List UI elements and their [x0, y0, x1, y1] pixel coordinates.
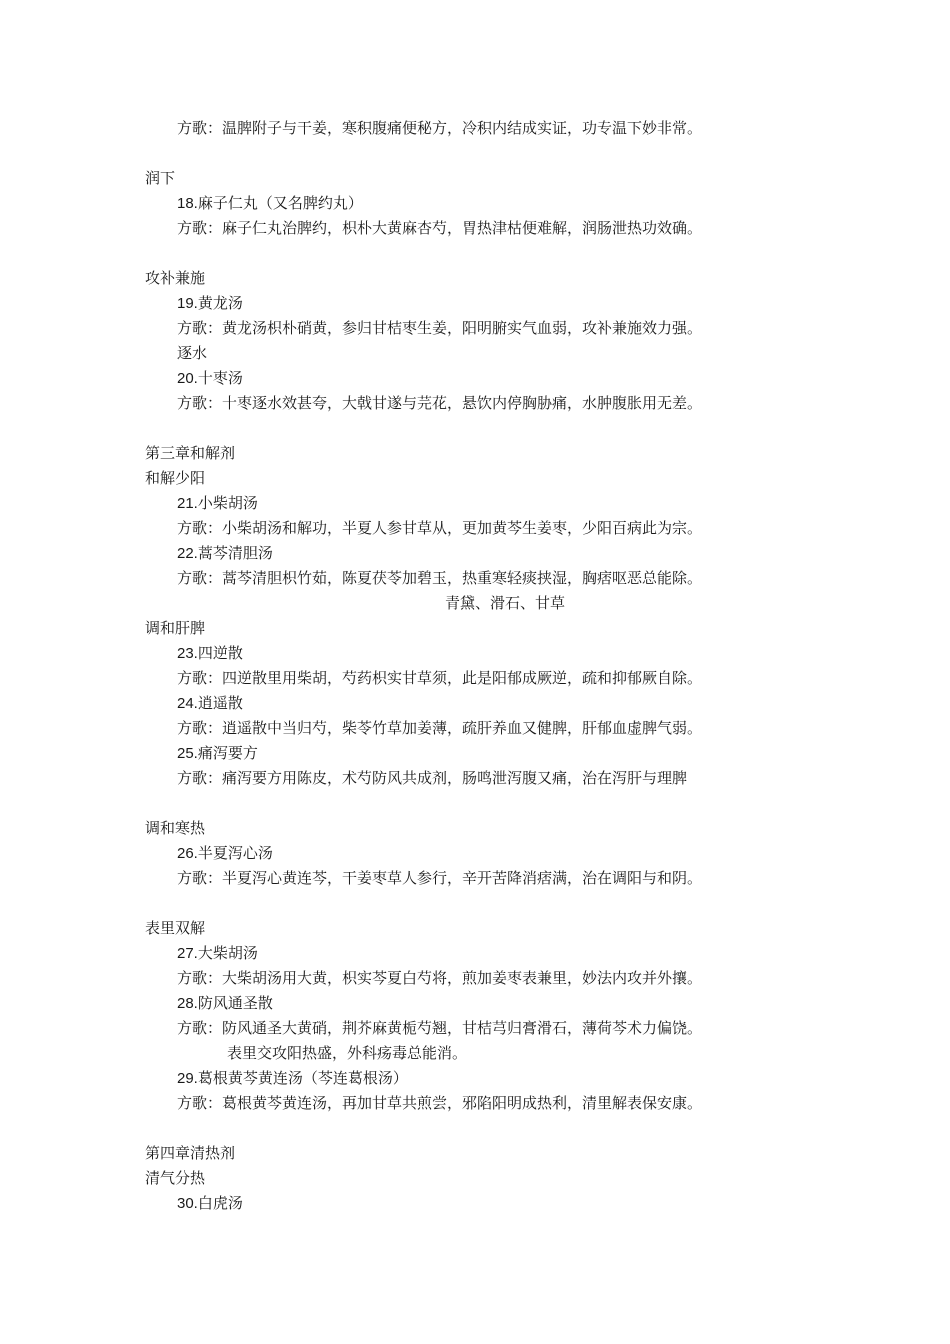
formula-title: 25.痛泻要方 — [177, 744, 258, 762]
chapter-heading: 第四章清热剂 — [145, 1144, 236, 1162]
verse-line: 方歌：麻子仁丸治脾约，枳朴大黄麻杏芍，胃热津枯便难解，润肠泄热功效确。 — [177, 219, 703, 237]
section-heading: 调和寒热 — [145, 819, 206, 837]
formula-title: 20.十枣汤 — [177, 369, 243, 387]
formula-title: 27.大柴胡汤 — [177, 944, 258, 962]
formula-title: 29.葛根黄芩黄连汤（芩连葛根汤） — [177, 1069, 408, 1087]
formula-title: 24.逍遥散 — [177, 694, 243, 712]
formula-title: 21.小柴胡汤 — [177, 494, 258, 512]
verse-line: 方歌：逍遥散中当归芍，柴苓竹草加姜薄，疏肝养血又健脾，肝郁血虚脾气弱。 — [177, 719, 703, 737]
verse-continuation: 表里交攻阳热盛，外科疡毒总能消。 — [227, 1044, 468, 1062]
verse-line: 方歌：十枣逐水效甚夸，大戟甘遂与芫花，悬饮内停胸胁痛，水肿腹胀用无差。 — [177, 394, 703, 412]
verse-line: 方歌：大柴胡汤用大黄，枳实芩夏白芍将，煎加姜枣表兼里，妙法内攻并外攘。 — [177, 969, 703, 987]
section-heading: 和解少阳 — [145, 469, 206, 487]
section-heading: 表里双解 — [145, 919, 206, 937]
formula-title: 28.防风通圣散 — [177, 994, 273, 1012]
formula-title: 26.半夏泻心汤 — [177, 844, 273, 862]
verse-line: 方歌：蒿芩清胆枳竹茹，陈夏茯苓加碧玉，热重寒轻痰挟湿，胸痞呕恶总能除。 — [177, 569, 703, 587]
section-heading: 攻补兼施 — [145, 269, 206, 287]
subsection-heading: 逐水 — [177, 344, 208, 362]
verse-line: 方歌：防风通圣大黄硝，荆芥麻黄栀芍翘，甘桔芎归膏滑石，薄荷芩术力偏饶。 — [177, 1019, 703, 1037]
verse-line: 方歌：温脾附子与干姜，寒积腹痛便秘方，冷积内结成实证，功专温下妙非常。 — [177, 119, 703, 137]
section-heading: 调和肝脾 — [145, 619, 206, 637]
formula-title: 22.蒿芩清胆汤 — [177, 544, 273, 562]
verse-line: 方歌：小柴胡汤和解功，半夏人参甘草从，更加黄芩生姜枣，少阳百病此为宗。 — [177, 519, 703, 537]
ingredient-note: 青黛、滑石、甘草 — [445, 594, 566, 612]
verse-line: 方歌：黄龙汤枳朴硝黄，参归甘桔枣生姜，阳明腑实气血弱，攻补兼施效力强。 — [177, 319, 703, 337]
verse-line: 方歌：痛泻要方用陈皮，术芍防风共成剂，肠鸣泄泻腹又痛，治在泻肝与理脾 — [177, 769, 688, 787]
section-heading: 润下 — [145, 169, 176, 187]
formula-title: 19.黄龙汤 — [177, 294, 243, 312]
verse-line: 方歌：四逆散里用柴胡，芍药枳实甘草须，此是阳郁成厥逆，疏和抑郁厥自除。 — [177, 669, 703, 687]
formula-title: 30.白虎汤 — [177, 1194, 243, 1212]
formula-title: 23.四逆散 — [177, 644, 243, 662]
section-heading: 清气分热 — [145, 1169, 206, 1187]
verse-line: 方歌：半夏泻心黄连芩，干姜枣草人参行，辛开苦降消痞满，治在调阳与和阴。 — [177, 869, 703, 887]
chapter-heading: 第三章和解剂 — [145, 444, 236, 462]
formula-title: 18.麻子仁丸（又名脾约丸） — [177, 194, 363, 212]
verse-line: 方歌：葛根黄芩黄连汤，再加甘草共煎尝，邪陷阳明成热利，清里解表保安康。 — [177, 1094, 703, 1112]
